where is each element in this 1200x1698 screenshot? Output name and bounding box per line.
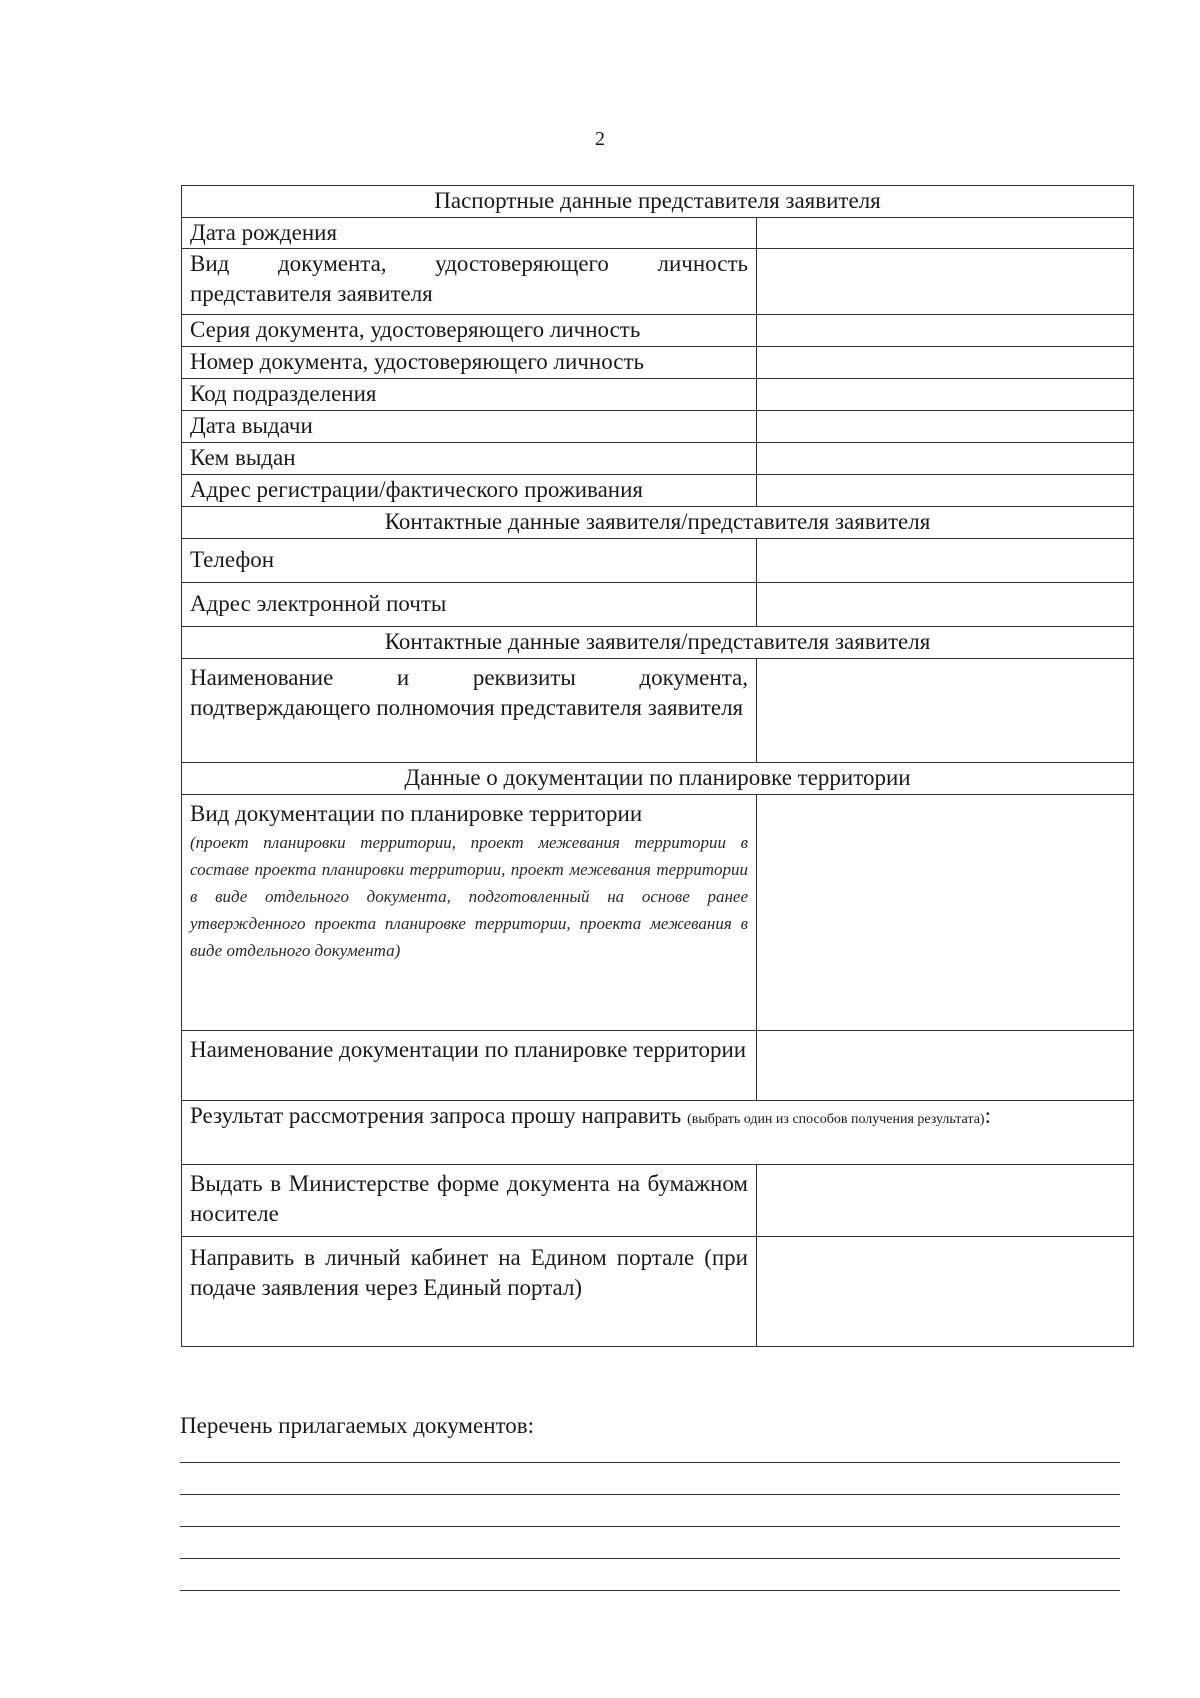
option-portal-checkbox[interactable] xyxy=(757,1237,1134,1347)
field-issue-date[interactable] xyxy=(757,411,1134,443)
field-doc-series[interactable] xyxy=(757,315,1134,347)
label-documentation-kind: Вид документации по планировке территории xyxy=(190,801,643,826)
field-phone[interactable] xyxy=(757,539,1134,583)
field-email[interactable] xyxy=(757,583,1134,627)
option-paper-checkbox[interactable] xyxy=(757,1165,1134,1237)
field-address[interactable] xyxy=(757,475,1134,507)
attachments-label: Перечень прилагаемых документов: xyxy=(180,1413,535,1438)
field-division-code[interactable] xyxy=(757,379,1134,411)
label-documentation-name: Наименование документации по планировке территории xyxy=(182,1031,757,1101)
label-doc-type: Вид документа, удостоверяющего личность представителя заявителя xyxy=(182,249,757,315)
field-documentation-name[interactable] xyxy=(757,1031,1134,1101)
label-issue-date: Дата выдачи xyxy=(182,411,757,443)
option-portal-label: Направить в личный кабинет на Едином портале (при подаче заявления через Единый портал) xyxy=(182,1237,757,1347)
section-documentation-header: Данные о документации по планировке территории xyxy=(182,763,1134,795)
field-authority-document[interactable] xyxy=(757,659,1134,763)
label-birth-date: Дата рождения xyxy=(182,218,757,249)
label-address: Адрес регистрации/фактического проживания xyxy=(182,475,757,507)
section-contacts-header: Контактные данные заявителя/представителя заявителя xyxy=(182,507,1134,539)
attachment-line[interactable] xyxy=(180,1590,1120,1591)
field-birth-date[interactable] xyxy=(757,218,1134,249)
result-heading-cell xyxy=(182,1101,1134,1165)
attachment-line[interactable] xyxy=(180,1494,1120,1495)
label-doc-number: Номер документа, удостоверяющего личность xyxy=(182,347,757,379)
label-email: Адрес электронной почты xyxy=(182,583,757,627)
label-authority-document: Наименование и реквизиты документа, подтверждающего полномочия представителя заявителя xyxy=(182,659,757,763)
attachment-line[interactable] xyxy=(180,1526,1120,1527)
label-phone: Телефон xyxy=(182,539,757,583)
attachment-line[interactable] xyxy=(180,1462,1120,1463)
attachment-line[interactable] xyxy=(180,1558,1120,1559)
hint-documentation-kind: (проект планировки территории, проект межевания территории в составе проекта планировки территории, проект межевания территории в виде отдельного документа, подготовленный на основе ранее утвержденного проекта планировке территории, проекта межевания в виде отдельного документа) xyxy=(190,833,748,960)
result-heading-note: (выбрать один из способов получения результата) xyxy=(687,1112,985,1127)
page-number: 2 xyxy=(595,128,605,150)
section-authority-header: Контактные данные заявителя/представителя заявителя xyxy=(182,627,1134,659)
option-paper-label: Выдать в Министерстве форме документа на бумажном носителе xyxy=(182,1165,757,1237)
field-documentation-kind[interactable] xyxy=(757,795,1134,1031)
field-doc-number[interactable] xyxy=(757,347,1134,379)
result-heading-colon: : xyxy=(984,1103,991,1128)
section-passport-header: Паспортные данные представителя заявителя xyxy=(182,186,1134,218)
label-doc-series: Серия документа, удостоверяющего личность xyxy=(182,315,757,347)
application-form-table xyxy=(181,185,1134,1347)
result-heading: Результат рассмотрения запроса прошу направить xyxy=(190,1103,682,1128)
label-division-code: Код подразделения xyxy=(182,379,757,411)
label-issued-by: Кем выдан xyxy=(182,443,757,475)
field-issued-by[interactable] xyxy=(757,443,1134,475)
field-doc-type[interactable] xyxy=(757,249,1134,315)
